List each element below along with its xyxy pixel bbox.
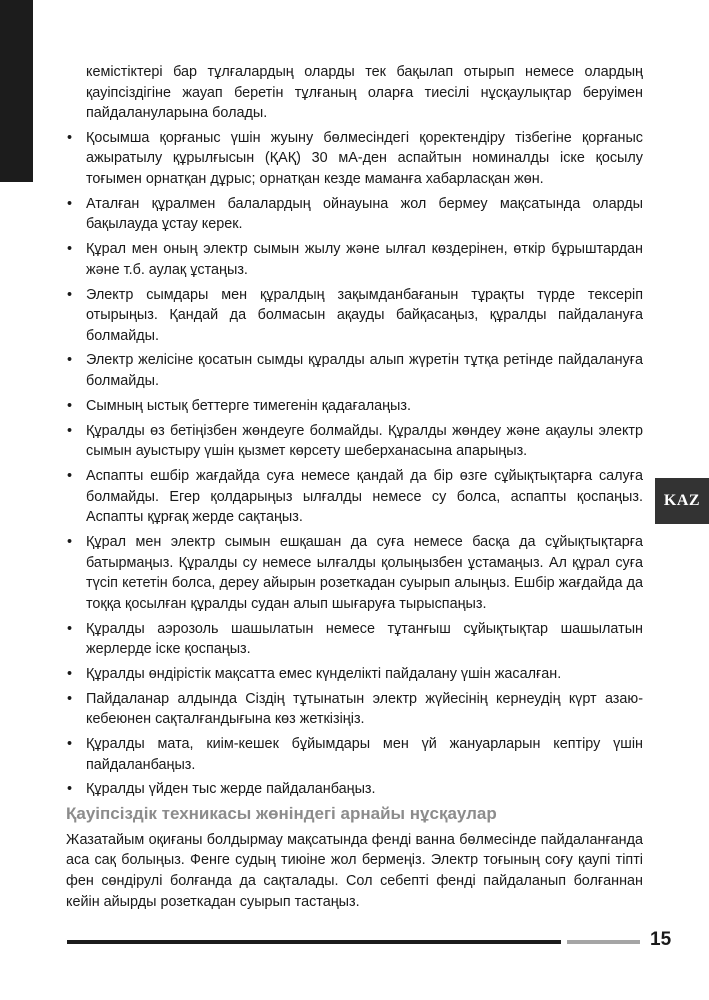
bullet-dot-icon: •: [67, 533, 73, 550]
bullet-text: Құралды мата, киім-кешек бұйымдары мен үй жануарларын кептіру үшін пайдаланбаңыз.: [86, 736, 643, 773]
bullet-item: [66, 619, 643, 660]
bullet-dot-icon: •: [67, 352, 73, 369]
bullet-text: Құралды үйден тыс жерде пайдаланбаңыз.: [86, 781, 376, 798]
footer-rule-dark: [67, 940, 561, 944]
bullet-item: [66, 194, 643, 235]
bullet-item: [66, 421, 643, 462]
bullet-dot-icon: •: [67, 468, 73, 484]
bullet-text: Құралды өз бетіңізбен жөндеуге болмайды. Құралды жөндеу және ақаулы электр сымын ауыстыру үшін қызмет көрсету шеберханасына апарыңыз.: [86, 422, 643, 460]
language-tab: KAZ: [655, 478, 709, 524]
bullet-item: [66, 664, 643, 685]
bullet-dot-icon: •: [67, 665, 73, 682]
intro-paragraph: кемістіктері бар тұлғалардың оларды тек бақылап отырып немесе олардың қауіпсіздігіне жауап беретін тұлғаның оларға тиесілі нұсқаулықтар беруімен пайдалануларына болады.: [86, 64, 643, 122]
bullet-item: [66, 466, 643, 528]
bullet-dot-icon: •: [67, 129, 73, 146]
bullet-dot-icon: •: [67, 781, 73, 798]
bullet-dot-icon: •: [67, 195, 73, 212]
bullet-dot-icon: •: [67, 397, 73, 414]
bullet-text: Қосымша қорғаныс үшін жуыну бөлмесіндегі қоректендіру тізбегіне қорғаныс ажыратылу құрылғысын (ҚАҚ) 30 мА-ден аспайтын номиналды іске қосылу тоғымен орнатқан дұрыс; орнатқан кезде маманға хабарласқан жөн.: [86, 129, 643, 187]
bullet-dot-icon: •: [67, 422, 73, 439]
bullet-dot-icon: •: [67, 241, 73, 258]
bullet-item: [66, 239, 643, 280]
bullet-dot-icon: •: [67, 690, 73, 707]
bullet-text: Құрал мен электр сымын ешқашан да суға немесе басқа да сұйықтықтарға батырмаңыз. Құралды су немесе ылғалды қолыңызбен ұстамаңыз. Ал құрал суға түсіп кететін болса, дереу айырын розеткадан суырып алыңыз. Ешбір жағдайда да тоққа қосылған құралды судан алып шығаруға тырыспаңыз.: [86, 533, 643, 612]
bullet-text: Аспапты ешбір жағдайда суға немесе қандай да бір өзге сұйықтықтарға салуға болмайды. Егер қолдарыңыз ылғалды немесе су болса, аспапты қоспаңыз. Аспапты құрғақ жерде сақтаңыз.: [86, 468, 643, 526]
chapter-marker-bar: [0, 0, 33, 182]
bullet-dot-icon: •: [67, 620, 73, 637]
bullet-item: [66, 734, 643, 775]
bullet-item: [66, 689, 643, 730]
page-number: 15: [650, 929, 672, 950]
bullet-text: Пайдаланар алдында Сіздің тұтынатын электр жүйесінің кернеудің күрт азаю-кебеюнен сақталғандығына көз жеткізіңіз.: [86, 690, 643, 728]
bullet-text: Аталған құралмен балалардың ойнауына жол бермеу мақсатында оларды бақылауда ұстау керек.: [86, 195, 643, 233]
bullet-text: Құралды өндірістік мақсатта емес күнделікті пайдалану үшін жасалған.: [86, 665, 562, 682]
bullet-dot-icon: •: [67, 286, 73, 303]
bullet-item: [66, 532, 643, 614]
bullet-text: Электр желісіне қосатын сымды құралды алып жүретін тұтқа ретінде пайдалануға болмайды.: [86, 352, 643, 390]
bullet-item: [66, 285, 643, 347]
safety-bullet-list: [66, 128, 643, 800]
bullet-text: Сымның ыстық беттерге тимегенін қадағалаңыз.: [86, 397, 411, 414]
bullet-item: [66, 779, 643, 800]
page-content: [66, 62, 643, 912]
bullet-text: Құралды аэрозоль шашылатын немесе тұтанғыш сұйықтықтар шашылатын жерлерде іске қоспаңыз.: [86, 620, 643, 658]
bullet-text: Электр сымдары мен құралдың зақымданбағанын тұрақты түрде тексеріп отырыңыз. Қандай да болмасын ақауды байқасаңыз, құралды пайдалануға болмайды.: [86, 286, 643, 344]
bullet-item: [66, 396, 643, 417]
section-heading: Қауіпсіздік техникасы жөніндегі арнайы нұсқаулар: [66, 804, 497, 824]
bullet-dot-icon: •: [67, 736, 73, 753]
footer-rule-light: [567, 940, 640, 944]
section-paragraph: Жазатайым оқиғаны болдырмау мақсатында фенді ванна бөлмесінде пайдаланғанда аса сақ болыңыз. Фенге судың тиюіне жол бермеңіз. Электр тоғының соғу қаупі тіпті фен сөндірулі болғанда да сақталады. Сол себепті фенді пайдаланып болғаннан кейін айырды розеткадан суырып тастаңыз.: [66, 831, 643, 910]
bullet-item: [66, 350, 643, 391]
bullet-item: [66, 128, 643, 190]
bullet-text: Құрал мен оның электр сымын жылу және ылғал көздерінен, өткір бұрыштардан және т.б. аулақ ұстаңыз.: [86, 241, 643, 278]
